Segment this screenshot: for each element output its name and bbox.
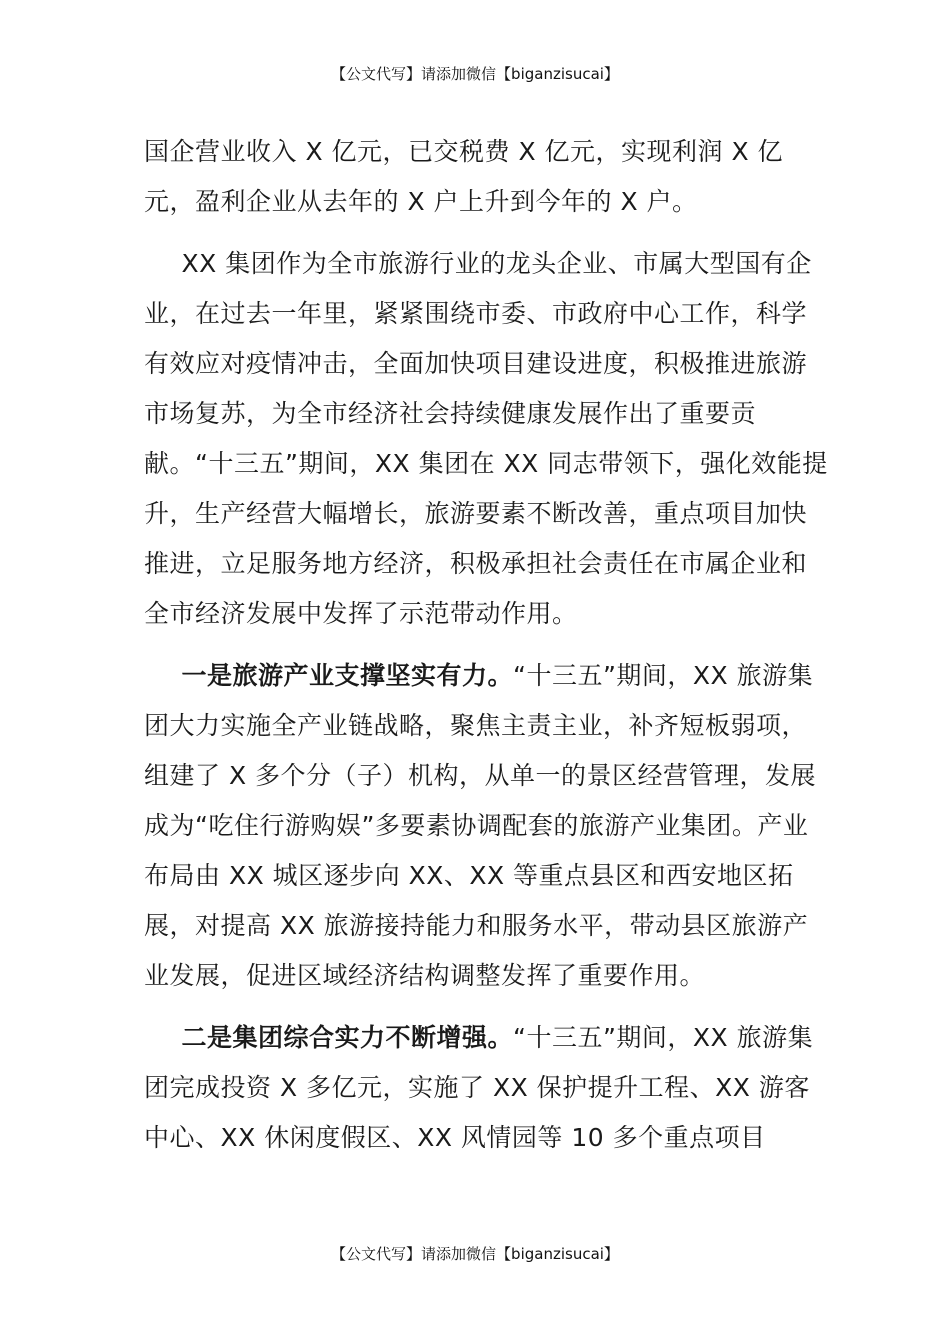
paragraph-body-text: “十三五”期间，XX 旅游集团大力实施全产业链战略，聚焦主责主业，补齐短板弱项，组建了 X 多个分（子）机构，从单一的景区经营管理，发展成为“吃住行游购娱”多要素协调配套的旅游产业集团。产业布局由 XX 城区逐步向 XX、XX 等重点县区和西安地区拓展，对提高 XX 旅游接持能力和服务水平，带动县区旅游产业发展，促进区域经济结构调整发挥了重要作用。 (144, 661, 817, 990)
paragraph-lead-heading: 二是集团综合实力不断增强。 (181, 1023, 514, 1052)
document-body (144, 127, 830, 1163)
paragraph-industry-support (144, 651, 830, 1001)
paragraph-continued: 国企营业收入 X 亿元，已交税费 X 亿元，实现利润 X 亿元，盈利企业从去年的 X 户上升到今年的 X 户。 (144, 137, 784, 216)
paragraph-body-text: “十三五”期间，XX 旅游集团完成投资 X 多亿元，实施了 XX 保护提升工程、XX 游客中心、XX 休闲度假区、XX 风情园等 10 多个重点项目 (144, 1023, 814, 1152)
page-header: 【公文代写】请添加微信【biganzisucai】 (331, 65, 619, 83)
page-footer: 【公文代写】请添加微信【biganzisucai】 (331, 1245, 619, 1263)
paragraph-lead-heading: 一是旅游产业支撑坚实有力。 (181, 661, 514, 690)
paragraph-group-overview: XX 集团作为全市旅游行业的龙头企业、市属大型国有企业，在过去一年里，紧紧围绕市委、市政府中心工作，科学有效应对疫情冲击，全面加快项目建设进度，积极推进旅游市场复苏，为全市经济社会持续健康发展作出了重要贡献。“十三五”期间，XX 集团在 XX 同志带领下，强化效能提升，生产经营大幅增长，旅游要素不断改善，重点项目加快推进，立足服务地方经济，积极承担社会责任在市属企业和全市经济发展中发挥了示范带动作用。 (144, 249, 828, 628)
paragraph-comprehensive-strength (144, 1013, 830, 1163)
